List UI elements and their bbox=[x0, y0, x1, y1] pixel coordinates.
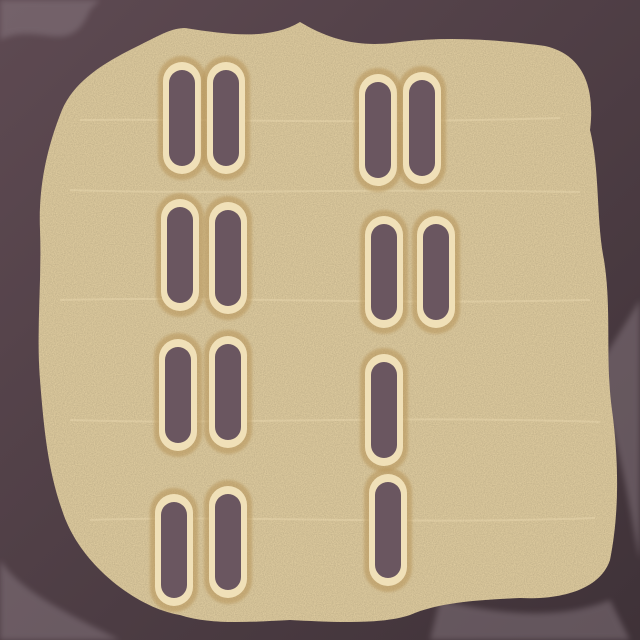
groove-bottom bbox=[423, 224, 449, 320]
groove-12 bbox=[412, 210, 460, 334]
groove-bottom bbox=[215, 494, 241, 590]
flour-texture bbox=[39, 22, 618, 622]
groove-bottom bbox=[215, 210, 241, 306]
groove-2 bbox=[202, 56, 250, 180]
groove-4 bbox=[204, 196, 252, 320]
groove-bottom bbox=[371, 362, 397, 458]
groove-bottom bbox=[375, 482, 401, 578]
groove-7 bbox=[150, 488, 198, 612]
groove-8 bbox=[204, 480, 252, 604]
groove-bottom bbox=[213, 70, 239, 166]
groove-5 bbox=[154, 333, 202, 457]
groove-13 bbox=[360, 348, 408, 472]
groove-1 bbox=[158, 56, 206, 180]
groove-10 bbox=[398, 66, 446, 190]
groove-bottom bbox=[161, 502, 187, 598]
groove-6 bbox=[204, 330, 252, 454]
groove-bottom bbox=[165, 347, 191, 443]
groove-11 bbox=[360, 210, 408, 334]
groove-3 bbox=[156, 193, 204, 317]
groove-bottom bbox=[371, 224, 397, 320]
groove-bottom bbox=[365, 82, 391, 178]
groove-bottom bbox=[169, 70, 195, 166]
groove-bottom bbox=[215, 344, 241, 440]
groove-9 bbox=[354, 68, 402, 192]
groove-14 bbox=[364, 468, 412, 592]
groove-bottom bbox=[167, 207, 193, 303]
groove-bottom bbox=[409, 80, 435, 176]
